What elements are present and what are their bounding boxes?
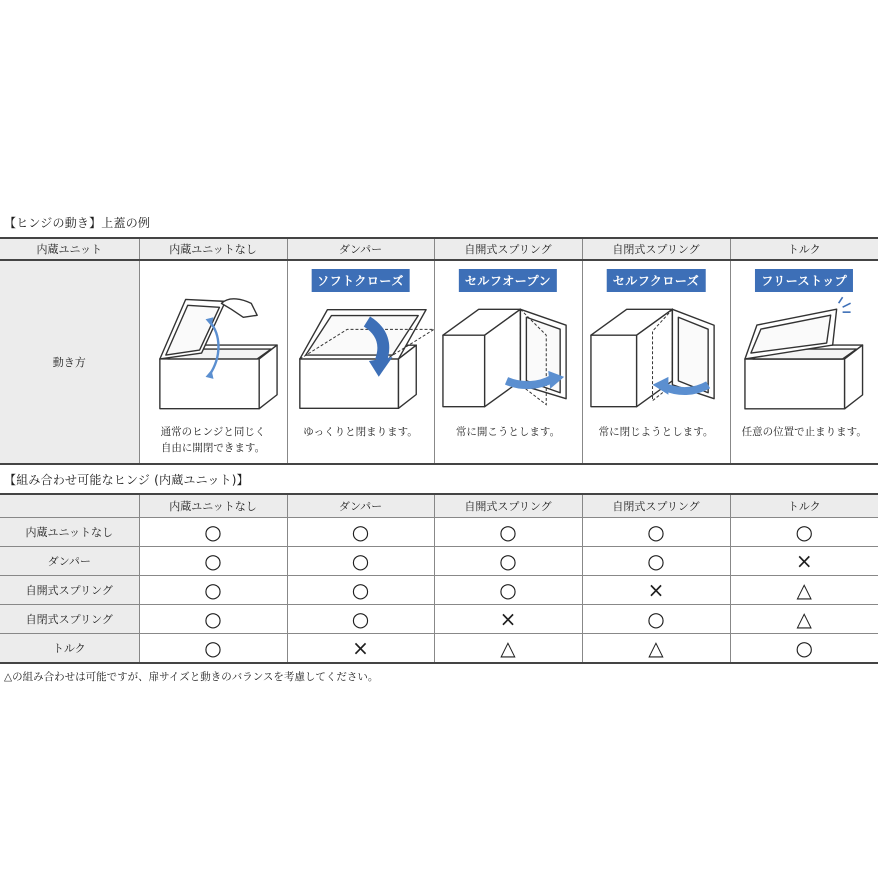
motion-cell-torque: [730, 260, 878, 464]
combo-cell: [434, 518, 582, 547]
combo-cell: [730, 605, 878, 634]
caption-line: ゆっくりと閉まります。: [303, 426, 418, 438]
header-cell: 自閉式スプリング: [582, 494, 730, 518]
combo-symbol: △: [648, 636, 664, 660]
self-open-icon: [435, 295, 582, 419]
caption-line: 任意の位置で止まります。: [741, 426, 867, 438]
caption-line: 常に閉じようとします。: [598, 426, 714, 438]
combo-symbol: ○: [795, 636, 813, 660]
combo-symbol: ○: [204, 578, 222, 602]
hinge-motion-table: [0, 237, 878, 465]
self-close-tag: セルフクローズ: [607, 269, 706, 292]
combo-symbol: ○: [351, 578, 370, 602]
soft-close-icon: [288, 295, 434, 419]
combo-cell: [287, 576, 434, 605]
combo-symbol: ○: [499, 549, 517, 573]
combination-table: [0, 493, 878, 664]
combo-cell: [287, 518, 434, 547]
header-cell: 自閉式スプリング: [582, 238, 730, 260]
combo-symbol: ×: [647, 578, 665, 602]
combo-symbol: ○: [647, 549, 665, 573]
lid-hand-icon: [140, 295, 287, 419]
header-cell: ダンパー: [287, 494, 434, 518]
motion-header-row: [0, 238, 878, 260]
combo-symbol: ○: [351, 607, 370, 631]
combination-header-row: [0, 494, 878, 518]
combo-symbol: ○: [499, 578, 517, 602]
combo-cell: [434, 547, 582, 576]
combo-cell: [582, 547, 730, 576]
caption-line: 自由に開閉できます。: [160, 442, 266, 454]
motion-cell-none: [139, 260, 287, 464]
self-open-tag: セルフオープン: [459, 269, 557, 292]
section2-title: 【組み合わせ可能なヒンジ (内蔵ユニット)】: [4, 473, 249, 487]
combo-symbol: ○: [647, 520, 665, 544]
combo-cell: [730, 547, 878, 576]
combo-cell: [139, 605, 287, 634]
combo-cell: [434, 634, 582, 664]
combo-cell: [582, 634, 730, 664]
motion-row: [0, 260, 878, 464]
combo-cell: [730, 576, 878, 605]
header-cell: トルク: [730, 494, 878, 518]
table-row: [0, 518, 878, 547]
combo-cell: [287, 634, 434, 664]
combo-cell: [139, 576, 287, 605]
header-cell: 内蔵ユニットなし: [139, 494, 287, 518]
combo-cell: [139, 518, 287, 547]
combo-symbol: ○: [204, 549, 222, 573]
motion-cell-self-open: [434, 260, 582, 464]
combo-symbol: ○: [204, 520, 222, 544]
header-cell: 内蔵ユニットなし: [139, 238, 287, 260]
combo-symbol: ○: [499, 520, 517, 544]
footnote: △の組み合わせは可能ですが、扉サイズと動きのバランスを考慮してください。: [4, 671, 379, 683]
header-cell: ダンパー: [287, 238, 434, 260]
row-label: トルク: [0, 634, 139, 664]
header-cell: トルク: [730, 238, 878, 260]
row-label: 自開式スプリング: [0, 576, 139, 605]
combo-symbol: △: [796, 578, 812, 602]
free-stop-icon: [731, 295, 879, 419]
soft-close-tag: ソフトクローズ: [311, 269, 410, 292]
free-stop-tag: フリーストップ: [755, 269, 853, 292]
combo-symbol: ○: [351, 520, 370, 544]
self-close-icon: [583, 295, 730, 419]
combo-cell: [730, 634, 878, 664]
combo-cell: [582, 518, 730, 547]
section1-title: 【ヒンジの動き】上蓋の例: [4, 216, 151, 230]
combo-symbol: ○: [795, 520, 813, 544]
combo-symbol: ○: [351, 549, 370, 573]
combo-cell: [287, 605, 434, 634]
motion-cell-self-close: [582, 260, 730, 464]
header-cell: [0, 494, 139, 518]
caption-line: 常に開こうとします。: [455, 426, 561, 438]
header-cell: 自開式スプリング: [434, 494, 582, 518]
header-cell: 内蔵ユニット: [0, 238, 139, 260]
combo-cell: [730, 518, 878, 547]
combo-symbol: ○: [647, 607, 665, 631]
table-row: [0, 576, 878, 605]
combo-symbol: ×: [499, 607, 517, 631]
table-row: [0, 547, 878, 576]
row-label: 内蔵ユニットなし: [0, 518, 139, 547]
table-row: [0, 605, 878, 634]
combo-cell: [434, 605, 582, 634]
combo-cell: [434, 576, 582, 605]
combo-cell: [582, 605, 730, 634]
caption-line: 通常のヒンジと同じく: [160, 426, 266, 438]
row-label: 自閉式スプリング: [0, 605, 139, 634]
combo-symbol: △: [796, 607, 812, 631]
combo-symbol: ×: [795, 549, 813, 573]
combo-cell: [139, 547, 287, 576]
combo-cell: [287, 547, 434, 576]
header-cell: 自開式スプリング: [434, 238, 582, 260]
combo-symbol: ○: [204, 636, 222, 660]
combo-symbol: ×: [352, 636, 369, 660]
combo-cell: [139, 634, 287, 664]
row-label: 動き方: [0, 260, 139, 464]
combo-symbol: ○: [204, 607, 222, 631]
combo-symbol: △: [500, 636, 516, 660]
motion-cell-damper: [287, 260, 434, 464]
combo-cell: [582, 576, 730, 605]
row-label: ダンパー: [0, 547, 139, 576]
table-row: [0, 634, 878, 664]
